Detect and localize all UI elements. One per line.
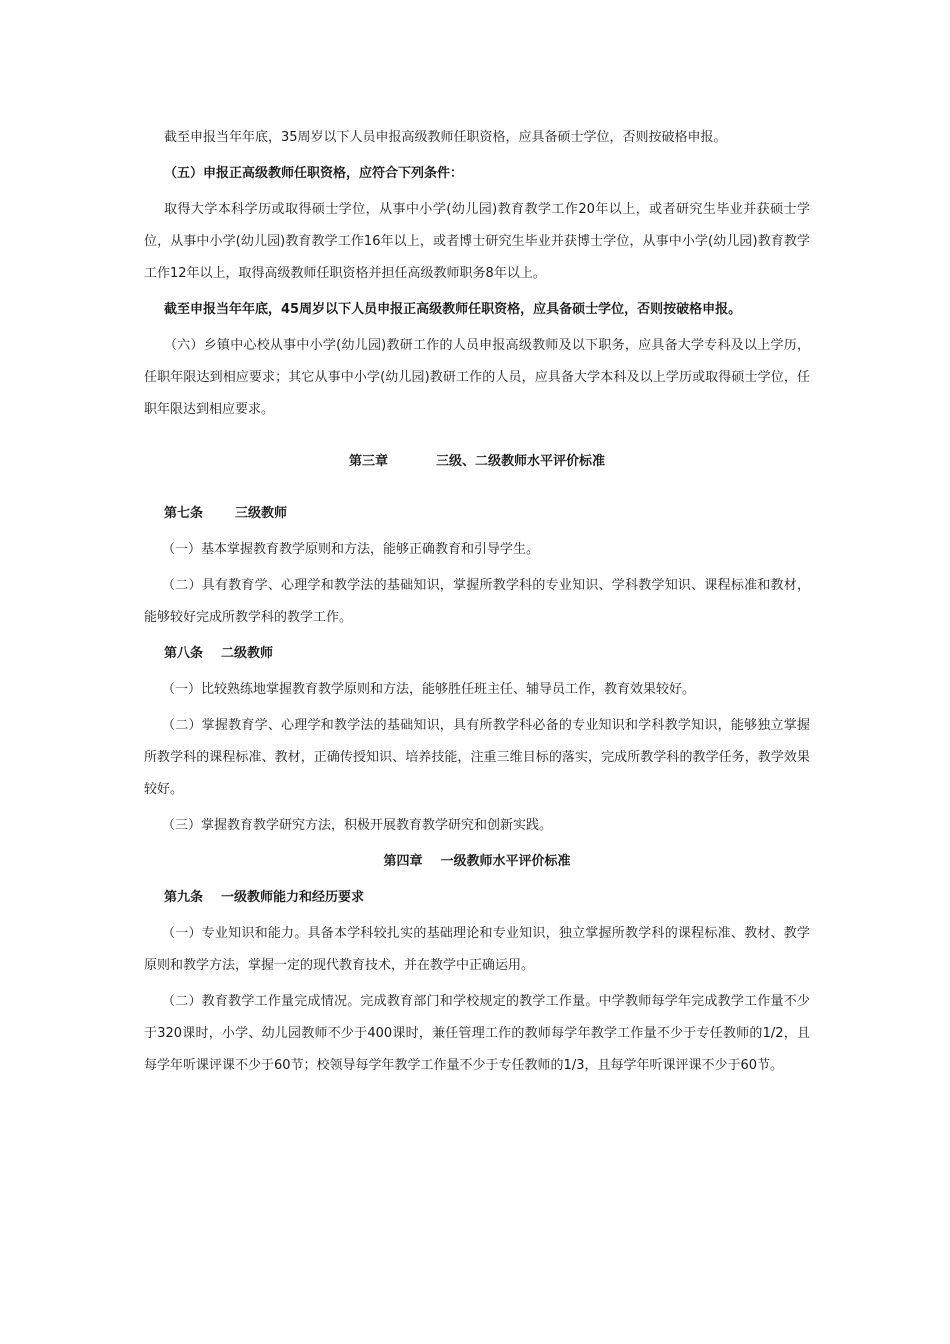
article-nine-number: 第九条 [164, 890, 204, 905]
document-page [144, 122, 810, 1082]
article-nine-heading [144, 882, 810, 914]
article-eight-item: （一）比较熟练地掌握教育教学原则和方法，能够胜任班主任、辅导员工作，教育效果较好。 [162, 682, 696, 697]
article-nine-item: （一）专业知识和能力。具备本学科较扎实的基础理论和专业知识，独立掌握所教学科的课程标准、教材、教学原则和教学方法，掌握一定的现代教育技术，并在教学中正确运用。 [144, 926, 810, 973]
article-nine-item: （二）教育教学工作量完成情况。完成教育部门和学校规定的教学工作量。中学教师每学年完成教学工作量不少于320课时，小学、幼儿园教师不少于400课时，兼任管理工作的教师每学年教学工作量不少于专任教师的1/2，且每学年听课评课不少于60节；校领导每学年教学工作量不少于专任教师的1/3，且每学年听课评课不少于60节。 [144, 994, 810, 1073]
paragraph-age-45-requirement: 截至申报当年年底，45周岁以下人员申报正高级教师任职资格，应具备硕士学位，否则按破格申报。 [164, 302, 742, 317]
article-eight-heading [144, 638, 810, 670]
article-seven-heading [144, 498, 810, 530]
paragraph-age-35-requirement: 截至申报当年年底，35周岁以下人员申报高级教师任职资格，应具备硕士学位，否则按破格申报。 [164, 130, 727, 145]
article-seven-item: （一）基本掌握教育教学原则和方法，能够正确教育和引导学生。 [162, 542, 540, 557]
article-eight-item: （二）掌握教育学、心理学和教学法的基础知识，具有所教学科必备的专业知识和学科教学知识，能够独立掌握所教学科的课程标准、教材，正确传授知识、培养技能，注重三维目标的落实，完成所教学科的教学任务，教学效果较好。 [144, 718, 810, 797]
chapter-four-number: 第四章 [383, 854, 423, 869]
article-nine-title: 一级教师能力和经历要求 [221, 890, 365, 905]
article-seven-title: 三级教师 [235, 506, 288, 521]
chapter-four-title: 一级教师水平评价标准 [440, 854, 571, 869]
article-seven-number: 第七条 [164, 506, 204, 521]
chapter-three-title: 三级、二级教师水平评价标准 [436, 454, 606, 469]
section-five-heading: （五）申报正高级教师任职资格，应符合下列条件： [164, 166, 464, 181]
chapter-four-heading [144, 846, 810, 878]
paragraph-section-six: （六）乡镇中心校从事中小学(幼儿园)教研工作的人员申报高级教师及以下职务，应具备大学专科及以上学历，任职年限达到相应要求；其它从事中小学(幼儿园)教研工作的人员，应具备大学本科及以上学历或取得硕士学位，任职年限达到相应要求。 [144, 338, 810, 417]
chapter-three-number: 第三章 [348, 454, 388, 469]
article-eight-number: 第八条 [164, 646, 204, 661]
article-eight-title: 二级教师 [221, 646, 274, 661]
article-seven-item: （二）具有教育学、心理学和教学法的基础知识，掌握所教学科的专业知识、学科教学知识、课程标准和教材，能够较好完成所教学科的教学工作。 [144, 578, 810, 625]
chapter-three-heading [144, 446, 810, 478]
article-eight-item: （三）掌握教育教学研究方法，积极开展教育教学研究和创新实践。 [162, 818, 553, 833]
paragraph-senior-conditions: 取得大学本科学历或取得硕士学位，从事中小学(幼儿园)教育教学工作20年以上，或者研究生毕业并获硕士学位，从事中小学(幼儿园)教育教学工作16年以上，或者博士研究生毕业并获博士学位，从事中小学(幼儿园)教育教学工作12年以上，取得高级教师任职资格并担任高级教师职务8年以上。 [144, 202, 810, 281]
